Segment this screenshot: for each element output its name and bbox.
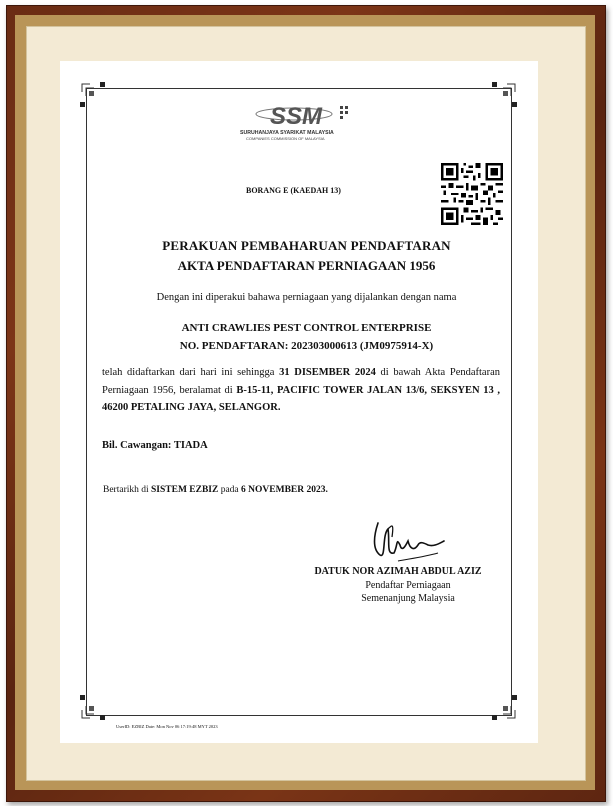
ssm-logo-line1: SURUHANJAYA SYARIKAT MALAYSIA: [240, 130, 334, 136]
qr-code-icon: [441, 163, 503, 225]
certificate-title-line1: PERAKUAN PEMBAHARUAN PENDAFTARAN: [162, 238, 451, 253]
signatory-region: Semenanjung Malaysia: [361, 593, 455, 604]
intro-statement: Dengan ini diperakui bahawa perniagaan yang dijalankan dengan nama: [156, 292, 457, 303]
dated-text: pada: [218, 485, 242, 495]
certificate-title-line2: AKTA PENDAFTARAN PERNIAGAAN 1956: [177, 258, 436, 273]
corner-ornament-icon: [491, 694, 519, 722]
dated-text: Bertarikh di: [103, 485, 152, 495]
registration-number: NO. PENDAFTARAN: 202303000613 (JM0975914-X): [179, 340, 434, 352]
ssm-logo: [236, 100, 364, 144]
statement-text: di bawah Akta Pendaftaran Perniagaan 1956, beralamat di: [102, 367, 501, 396]
ssm-logo-line2: COMPANIES COMMISSION OF MALAYSIA: [246, 136, 325, 141]
corner-ornament-icon: [78, 694, 106, 722]
business-name: ANTI CRAWLIES PEST CONTROL ENTERPRISE: [181, 322, 432, 334]
ssm-logo-mark: SSM: [270, 103, 323, 130]
expiry-date: 31 DISEMBER 2024: [279, 367, 376, 378]
issuing-system: SISTEM EZBIZ: [151, 485, 219, 495]
issue-date: 6 NOVEMBER 2023.: [241, 485, 328, 495]
signatory-title: Pendaftar Perniagaan: [365, 580, 451, 591]
footer-user-stamp: UserID: EZBIZ Date: Mon Nov 06 17:19:48 MYT 2023: [116, 724, 218, 729]
statement-text: telah didaftarkan dari hari ini sehingga: [102, 367, 280, 378]
signatory-name: DATUK NOR AZIMAH ABDUL AZIZ: [314, 566, 482, 577]
corner-ornament-icon: [491, 80, 519, 108]
registration-statement: [102, 364, 500, 417]
form-code: BORANG E (KAEDAH 13): [246, 186, 341, 195]
dated-statement: [103, 485, 328, 495]
business-address: B-15-11, PACIFIC TOWER JALAN 13/6, SEKSYEN 13 , 46200 PETALING JAYA, SELANGOR.: [102, 384, 501, 413]
branch-count: Bil. Cawangan: TIADA: [102, 440, 208, 451]
corner-ornament-icon: [78, 80, 106, 108]
